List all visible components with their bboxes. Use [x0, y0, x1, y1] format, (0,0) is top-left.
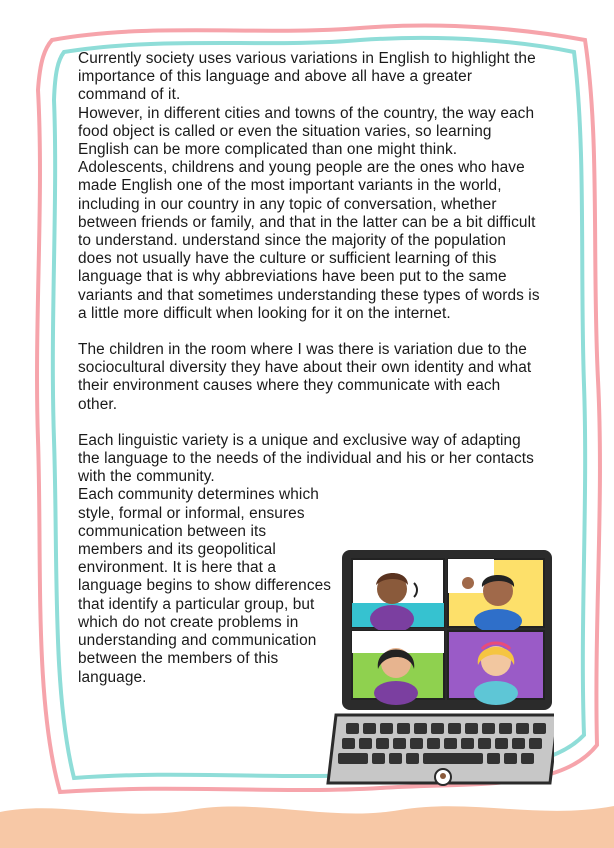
- paragraph-2: However, in different cities and towns of the country, the way each food object is called or even the situation varies, so learning English can be more complicated than one might think.: [78, 104, 535, 159]
- video-tile-top-left: [352, 559, 444, 633]
- laptop-video-call-icon: [322, 545, 554, 795]
- paragraph-1: Currently society uses various variations in English to highlight the importance of this language and above all have a greater command of it.: [78, 50, 536, 104]
- video-tile-bottom-right: [448, 631, 544, 705]
- bottom-wave: [0, 806, 614, 848]
- video-tile-top-right: [448, 559, 544, 633]
- video-tile-bottom-left: [352, 631, 444, 705]
- paragraph-6: Each community determines which style, formal or informal, ensures communication between its members and its geopolitical environment. It is here that a language begins to show differences that identify a particular group, but which do not create problems in understanding and communication between the members of this language.: [78, 486, 332, 686]
- paragraph-5: Each linguistic variety is a unique and exclusive way of adapting the language to the needs of the individual and his or her contacts with the community.: [78, 431, 534, 486]
- paragraph-4: The children in the room where I was there is variation due to the sociocultural diversity they have about their own identity and what their environment causes where they communicate with each other.: [78, 341, 532, 413]
- paragraph-3: Adolescents, childrens and young people are the ones who have made English one of the most important variants in the world, including in our country in any topic of conversation, whether between friends or family, and that in the latter can be a bit difficult to understand. understand since the majority of the population does not usually have the culture or sufficient learning of this language that is why abbreviations have been put to the same variants and that sometimes understanding these types of words is a little more difficult when looking for it on the internet.: [78, 159, 540, 322]
